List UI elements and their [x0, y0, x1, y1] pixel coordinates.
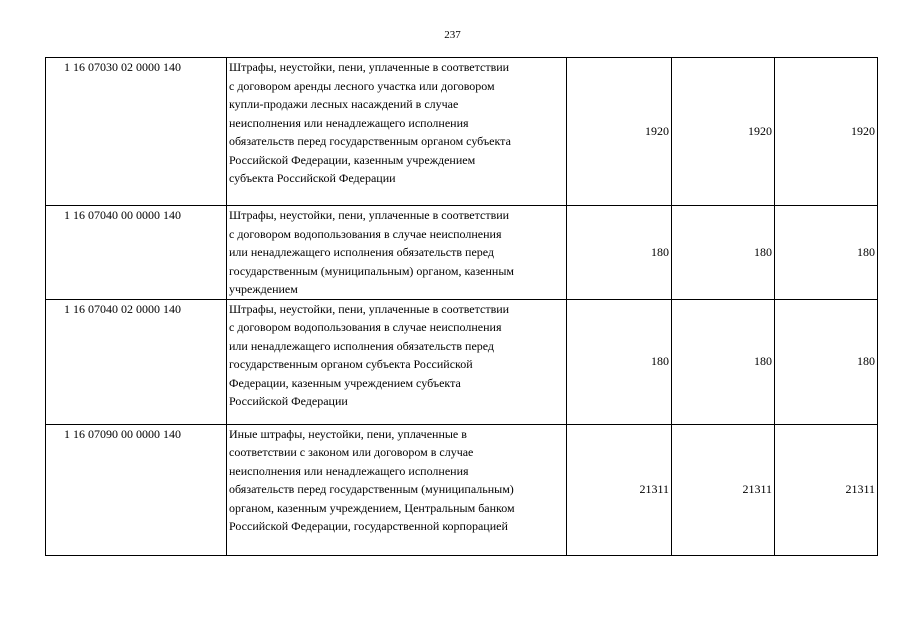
description-line: Иные штрафы, неустойки, пени, уплаченные в	[229, 426, 467, 441]
amount-cell: 180	[672, 206, 775, 300]
description-line: с договором аренды лесного участка или договором	[229, 78, 495, 93]
description-line: государственным (муниципальным) органом, казенным	[229, 263, 514, 278]
budget-code-cell: 1 16 07040 00 0000 140	[46, 206, 227, 300]
description-line: или ненадлежащего исполнения обязательств перед	[229, 338, 495, 353]
budget-code-cell: 1 16 07030 02 0000 140	[46, 58, 227, 206]
description-line: Российской Федерации, государственной корпорацией	[229, 519, 508, 533]
description-line: обязательств перед государственным органом субъекта	[229, 134, 511, 148]
description-cell	[227, 206, 567, 300]
description-line: государственным органом субъекта Российской	[229, 357, 473, 371]
description-line: неисполнения или ненадлежащего исполнения	[229, 463, 469, 478]
amount-cell: 180	[672, 299, 775, 424]
amount-cell: 21311	[672, 424, 775, 555]
description-line: Штрафы, неустойки, пени, уплаченные в соответствии	[229, 208, 510, 222]
description-line: субъекта Российской Федерации	[229, 171, 396, 185]
amount-cell: 180	[567, 206, 672, 300]
description-line: соответствии с законом или договором в случае	[229, 445, 474, 459]
description-line: Штрафы, неустойки, пени, уплаченные в соответствии	[229, 301, 510, 316]
description-line: или ненадлежащего исполнения обязательств перед	[229, 245, 495, 259]
description-line: с договором водопользования в случае неисполнения	[229, 320, 502, 334]
description-line: Российской Федерации	[229, 394, 348, 408]
budget-code-cell: 1 16 07040 02 0000 140	[46, 299, 227, 424]
description-line: неисполнения или ненадлежащего исполнения	[229, 115, 469, 130]
amount-cell: 180	[775, 206, 878, 300]
amount-cell: 1920	[567, 58, 672, 206]
amount-cell: 21311	[567, 424, 672, 555]
description-line: с договором водопользования в случае неисполнения	[229, 226, 502, 241]
table-row	[46, 206, 878, 300]
description-cell	[227, 58, 567, 206]
description-line: купли-продажи лесных насаждений в случае	[229, 97, 459, 111]
budget-table	[45, 57, 878, 556]
amount-cell: 21311	[775, 424, 878, 555]
description-cell	[227, 299, 567, 424]
description-line: Федерации, казенным учреждением субъекта	[229, 375, 461, 390]
amount-cell: 1920	[672, 58, 775, 206]
amount-cell: 1920	[775, 58, 878, 206]
description-line: органом, казенным учреждением, Центральным банком	[229, 500, 515, 515]
description-line: обязательств перед государственным (муниципальным)	[229, 482, 514, 496]
description-line: учреждением	[229, 282, 298, 296]
table-row	[46, 424, 878, 555]
description-line: Штрафы, неустойки, пени, уплаченные в соответствии	[229, 60, 510, 74]
amount-cell: 180	[567, 299, 672, 424]
budget-code-cell: 1 16 07090 00 0000 140	[46, 424, 227, 555]
page-number: 237	[444, 29, 461, 41]
table-row	[46, 299, 878, 424]
description-cell	[227, 424, 567, 555]
description-line: Российской Федерации, казенным учреждением	[229, 152, 476, 167]
table-row	[46, 58, 878, 206]
amount-cell: 180	[775, 299, 878, 424]
